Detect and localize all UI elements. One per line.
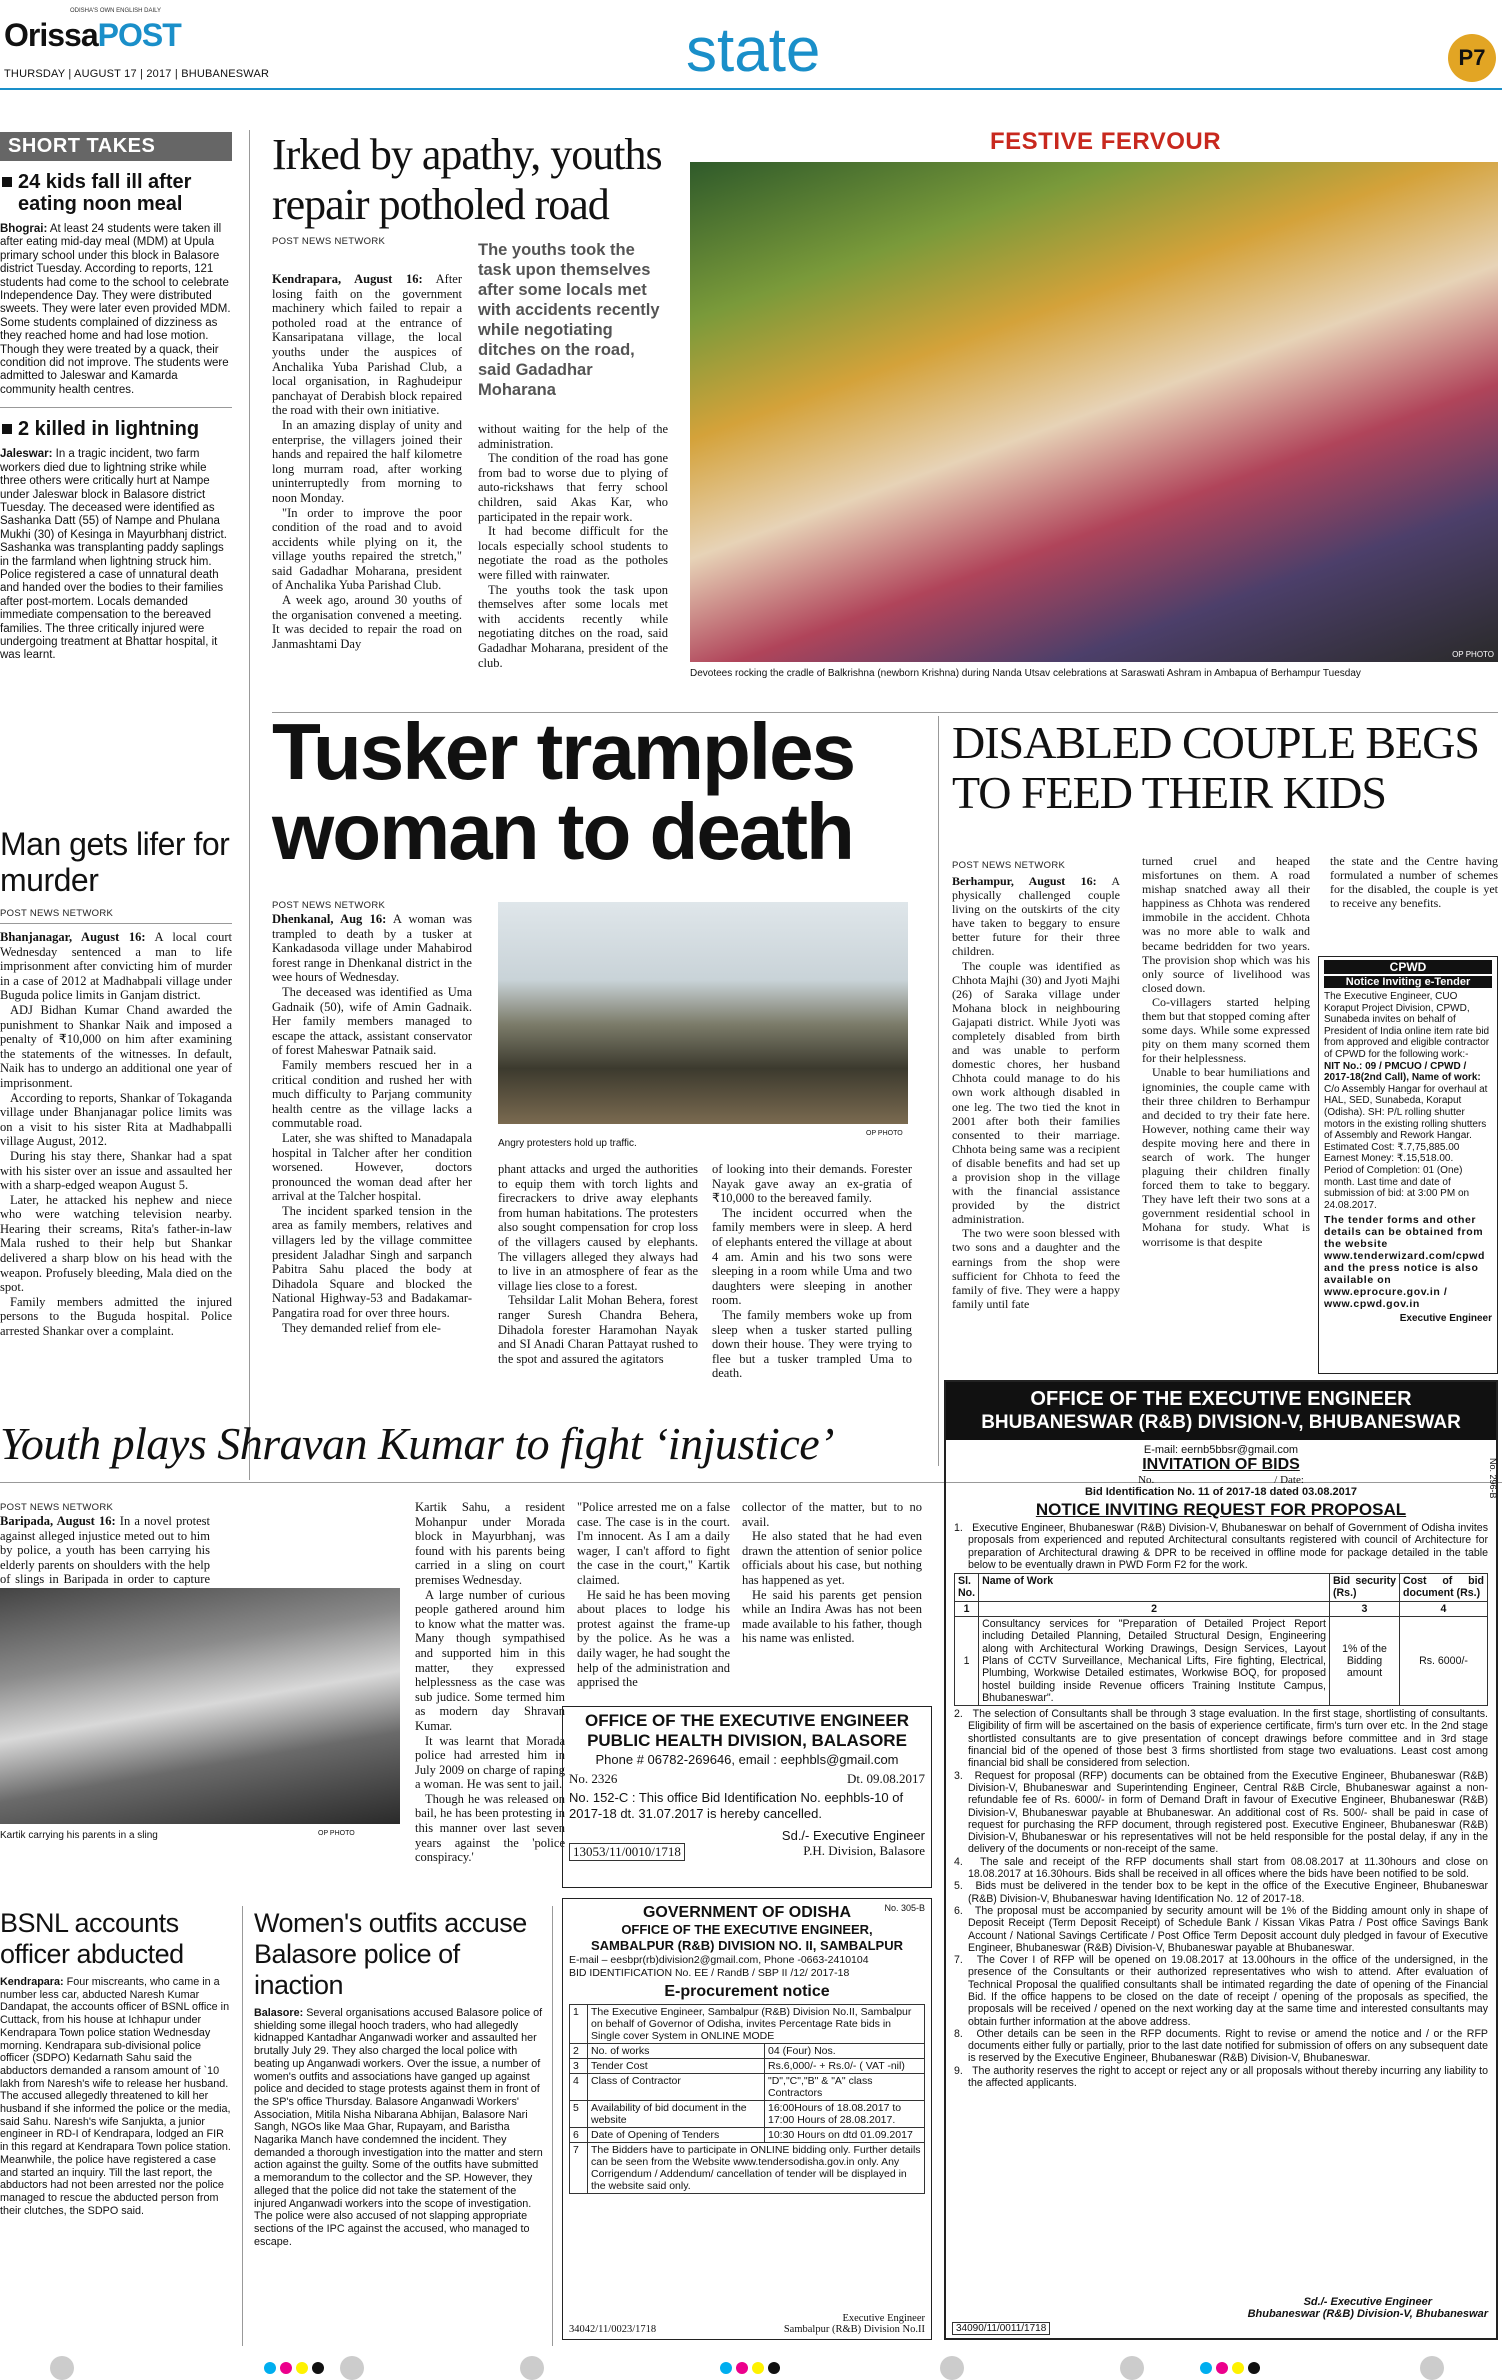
- divider: [0, 407, 232, 408]
- shravan-p9: He also stated that he had even drawn the attention of senior police officials about his case, but nothing has happened as yet.: [742, 1529, 922, 1587]
- cpwd-title: CPWD: [1324, 960, 1492, 974]
- bsnl-headline: BSNL accounts officer abducted: [0, 1908, 184, 1969]
- sambalpur-table: [569, 2004, 925, 2194]
- bbsr-row-sec: 1% of the Bidding amount: [1330, 1617, 1400, 1706]
- tusker-p8: Tehsildar Lalit Mohan Behera, forest ranger Suresh Chandra Behera, Dihadola forester Haramohan Nayak and SI Anadi Charan Pattayat rushed to the spot and assured the agitators: [498, 1293, 698, 1366]
- phd-sign2: P.H. Division, Balasore: [803, 1843, 925, 1858]
- logo-orissa: Orissa: [4, 17, 98, 53]
- sambalpur-table-row: [570, 2044, 925, 2059]
- bbsr-th4: Cost of bid document (Rs.): [1400, 1574, 1488, 1602]
- sambalpur-row-number: 4: [570, 2074, 588, 2101]
- lifer-headline: Man gets lifer for murder: [0, 826, 230, 898]
- phd-contact: Phone # 06782-269646, email : eephbls@gmail.com: [595, 1752, 899, 1767]
- shravan-col4: [565, 1500, 730, 1690]
- festive-credit: OP PHOTO: [1452, 650, 1494, 659]
- bsnl-text: Kendrapara: Four miscreants, who came in a number less car, abducted Naresh Kumar Dandapat, the accounts officer of BSNL office in Cuttack, from his house at Ichhapur under Kendrapara Town police station Wednesday morning. Kendrapara sub-divisional police officer (SDPO) Kedarnath Sahu said the abductors demanded a ransom amount of `10 lakh from Naresh's wife to release her husband. The accused allegedly threatened to kill her husband if she informed the police or the media, said Sahu. Naresh's wife Sanjukta, a junior engineer in RD-I of Kendrapara, lodged an FIR in this regard at Kendrapara Town police station. Meanwhile, the police have registered a case and started an inquiry. Till the last report, the abductors had not been arrested nor the police managed to rescue the abducted person from their clutches, the SDPO said.: [0, 1976, 231, 2217]
- sambalpur-row-value: 10:30 Hours on dtd 01.09.2017: [765, 2128, 925, 2143]
- tusker-p4: Later, she was shifted to Manadapala hospital in Talcher after her condition worsened. However, doctors pronounced the woman dead after her arrival at the Talcher hospital.: [272, 1130, 472, 1204]
- shravan-p2: Kartik Sahu, a resident Mohanpur under Morada block in Mayurbhanj, was found with his parents being carried in a sling on court premises Wednesday.: [415, 1500, 565, 1587]
- sambalpur-row-label: The Executive Engineer, Sambalpur (R&B) Division No.II, Sambalpur on behalf of Governor of Odisha, invites Percentage Rate bids in Single cover System in ONLINE MODE: [588, 2005, 925, 2044]
- registration-mark: [520, 2356, 544, 2380]
- column-rule: [249, 130, 250, 1480]
- sambalpur-notice: E-procurement notice: [664, 1983, 830, 2000]
- sambalpur-row-number: 3: [570, 2059, 588, 2074]
- tusker-p3: Family members rescued her in a critical condition and rushed her with much difficulty to Parjang community health centre as the village lacks a commutable road.: [272, 1057, 472, 1131]
- road-p2: In an amazing display of unity and enterprise, the villagers joined their hands and repaired the half kilometre long murram road, after working uninterruptedly from morning to noon Monday.: [272, 417, 462, 505]
- bullet-square: [2, 177, 12, 187]
- festive-caption: Devotees rocking the cradle of Balkrishna (newborn Krishna) during Nanda Utsav celebrations at Saraswati Ashram in Ambapua of Berhampur Tuesday: [690, 668, 1361, 679]
- sambalpur-bid-id: BID IDENTIFICATION No. EE / RandB / SBP II /12/ 2017-18: [569, 1967, 850, 1979]
- phd-code: 13053/11/0010/1718: [569, 1843, 685, 1861]
- road-article: [272, 130, 668, 710]
- road-pullquote: The youths took the task upon themselves after some locals met with accidents recently while negotiating ditches on the road, said Gadadhar Moharana: [478, 241, 660, 399]
- shravan-headline: Youth plays Shravan Kumar to fight ‘injustice’: [0, 1418, 834, 1469]
- bbsr-inv: INVITATION OF BIDS: [1142, 1456, 1300, 1473]
- shravan-p6: "Police arrested me on a false case. The case is in the court. I'm innocent. As I am a daily wager, I can't afford to fight the case in the court," Kartik claimed.: [577, 1500, 730, 1587]
- bbsr-code: 34090/11/0011/1718: [952, 2322, 1050, 2335]
- road-p6: The condition of the road has gone from bad to worse due to plying of auto-rickshaws that ferry school children, said Akas Kar, who participated in the repair work.: [478, 451, 668, 524]
- sambalpur-contact: E-mail – eesbpr(rb)division2@gmail.com, Phone -0663-2410104: [569, 1954, 869, 1966]
- bbsr-nirp: NOTICE INVITING REQUEST FOR PROPOSAL: [1035, 1500, 1407, 1519]
- tusker-col3: [712, 1162, 912, 1381]
- logo-post: POST: [97, 17, 181, 53]
- tusker-photo: [498, 902, 908, 1124]
- road-col1: [272, 272, 462, 651]
- sambalpur-row-label: Date of Opening of Tenders: [588, 2128, 765, 2143]
- phd-footer: [569, 1843, 925, 1861]
- shravan-p3: A large number of curious people gathered around him to know what the matter was. Many though sympathised and supported him in this matter, they expressed helplessness as the case was sub judice. Some termed him as modern day Shravan Kumar.: [415, 1587, 565, 1733]
- sambalpur-row-number: 7: [570, 2143, 588, 2194]
- cpwd-cost: Estimated Cost: ₹.7,75,885.00: [1324, 1141, 1460, 1153]
- phd-title1: OFFICE OF THE EXECUTIVE ENGINEER: [585, 1711, 909, 1730]
- road-p3: "In order to improve the poor condition of the road and to avoid accidents while plying on it, the village youths repaired the stretch," said Gadadhar Moharana, president of Anchalika Yuba Parishad Club.: [272, 505, 462, 593]
- short-take-2-title: 2 killed in lightning: [0, 418, 232, 440]
- tusker-p2: The deceased was identified as Uma Gadnaik (50), wife of Amin Gadnaik. Her family members managed to escape the attack, assistant conservator of forest Maheswar Patnaik said.: [272, 984, 472, 1058]
- bbsr-pt5: 5. Bids must be delivered in the tender box to be kept in the office of the Executive Engineer, Bhubaneswar (R&B) Division-V, Bhubaneswar having Identification No. 12 of 2017-18.: [954, 1880, 1488, 1905]
- lifer-p5: Later, he attacked his nephew and niece who were watching television nearby. Hearing their screams, Rita's father-in-law Mala rushed to their help but Shankar delivered a sharp blow on his head with the weapon. Profusely bleeding, Mala died on the spot.: [0, 1192, 232, 1295]
- lifer-p1: Bhanjanagar, August 16: A local court Wednesday sentenced a man to life imprisonment after convicting him of murder in a case of 2012 at Madhabpali village under Buguda police limits in Ganjam district.: [0, 930, 233, 1003]
- disabled-col1: [952, 874, 1120, 1311]
- registration-mark: [940, 2356, 964, 2380]
- column-rule: [242, 1906, 243, 2346]
- tusker-col1: [272, 912, 472, 1335]
- disabled-p7: the state and the Centre having formulated a number of schemes for the disabled, the couple is yet to receive any benefits.: [1330, 854, 1498, 911]
- road-p7: It had become difficult for the locals especially school students to negotiate the road as the potholes were filled with rainwater.: [478, 524, 668, 582]
- sambalpur-ref: No. 305-B: [884, 1903, 925, 1913]
- bbsr-side-ref: No. 296-B: [1488, 1458, 1498, 1499]
- shravan-p1-a: Baripada, August 16: In a novel protest against alleged injustice meted out to him by police, a youth has been carrying his elderly parents on shoulders with the help of slings in Baripada in order to capture: [0, 1514, 210, 1587]
- cpwd-sign: Executive Engineer: [1399, 1313, 1492, 1325]
- bbsr-rfp-ad: [944, 1380, 1498, 2340]
- outfits-article: [254, 1908, 544, 2248]
- sambalpur-row-value: 04 (Four) Nos.: [765, 2044, 925, 2059]
- bbsr-row-cost: Rs. 6000/-: [1400, 1617, 1488, 1706]
- sambalpur-row-value: "D","C","B" & "A" class Contractors: [765, 2074, 925, 2101]
- lifer-p3: According to reports, Shankar of Tokaganda village under Bhanjanagar police limits was on a visit to his sister Rita at Madhabpalli village August, 2012.: [0, 1090, 232, 1149]
- tusker-article: [272, 707, 932, 1472]
- registration-mark: [50, 2356, 74, 2380]
- bbsr-sign: Sd./- Executive Engineer Bhubaneswar (R&B) Division-V, Bhubaneswar: [1247, 2296, 1488, 2320]
- bbsr-th2: Name of Work: [979, 1574, 1330, 1602]
- page-number: P7: [1458, 45, 1486, 70]
- dateline: THURSDAY | AUGUST 17 | 2017 | BHUBANESWAR: [4, 68, 270, 80]
- bbsr-body: [954, 1522, 1488, 2089]
- tusker-byline: POST NEWS NETWORK: [272, 900, 386, 911]
- phd-sign1: Sd./- Executive Engineer: [781, 1828, 925, 1843]
- disabled-p2: The couple was identified as Chhota Majhi (30) and Jyoti Majhi (26) of Saraka village under Mohana block in neighbouring Gajapati district. While Jyoti was completely disabled from birth and was unable to perform domestic chores, her husband Chhota could manage to do his own work although disabled in one leg. The two tied the knot in 2001 after both their families consented to their marriage. Chhota being same was a recipient of disable benefits and had set up a provision shop in the village with the financial assistance provided by the district administration.: [952, 958, 1120, 1227]
- short-take-2-text: Jaleswar: In a tragic incident, two farm workers died due to lightning strike while three others were critically hurt at Nampe under Jaleswar block in Balasore district Tuesday. The deceased were identified as Sashanka Datt (55) of Nampe and Phulana Mukhi (30) of Kesinga in Mayurbhanj district. Sashanka was transplanting paddy saplings in the farmland when lightning struck him. Police registered a case of unnatural death and handed over the bodies to their families after post-mortem. Locals demanded immediate compensation to the bereaved families. The three critically injured were undergoing treatment at Bhattar hospital, it was learnt.: [0, 448, 227, 662]
- shravan-p4: It was learnt that Morada police had arrested him in July 2009 on charge of raping a woman. He was sent to jail.: [415, 1733, 565, 1792]
- print-registration-strip: [0, 2352, 1502, 2380]
- cpwd-period: Period of Completion: 01 (One) month. Last time and date of submission of bid: at 3:00 PM on 24.08.2017.: [1324, 1164, 1470, 1211]
- road-p1: Kendrapara, August 16: After losing faith on the government machinery which failed to repair a potholed road at the entrance of Kansaripatana village, the local youths under the auspices of Anchalika Yuba Parishad Club, a local organisation, in Raghudeipur panchayat of Derabish block repaired the road with their own initiative.: [272, 272, 463, 418]
- bbsr-pt6: 6. The proposal must be accompanied by security amount will be 1% of the Bidding amount only in shape of Deposit Receipt (Term Deposit Receipt) of Schedule Bank / Kissan Vikas Patra / Post office Savings Bank Account / National Savings Certificate / Post Office Term Deposit account duly pledged in favour of Executive Engineer, Bhubaneswar (R&B) Division-V, Bhubaneswar payable at Bhubaneswar.: [954, 1904, 1488, 1954]
- tusker-headline: Tusker tramples woman to death: [272, 707, 855, 876]
- shravan-col3: [415, 1500, 565, 1865]
- road-col2: [478, 422, 668, 670]
- disabled-headline: DISABLED COUPLE BEGS TO FEED THEIR KIDS: [952, 717, 1479, 818]
- bbsr-table: Sl. No. Name of Work Bid security (Rs.) Cost of bid document (Rs.) 1 2 3 4 1 Consultancy services for "Preparation of Detailed Project Report including Detailed Planning, Detailed Structural Design, Engineering along with Architectural Working Drawings, Design Services, Layout Plans of CCTV Surveillance, Mechanical Lifts, Fire fighting, Electrical, Plumbing, Workwise Detailed estimates, Workwise BOQ, for proposed hostel building inside Revenue officers Training Institute Campus, Bhubaneswar". 1% of the Bidding amount Rs. 6000/-: [954, 1573, 1488, 1706]
- sambalpur-row-value: Rs.6,000/- + Rs.0/- ( VAT -nil): [765, 2059, 925, 2074]
- column-rule: [552, 1906, 553, 2346]
- lifer-article: [0, 826, 232, 1339]
- disabled-p1: Berhampur, August 16: A physically challenged couple living on the outskirts of the city have taken to beggary to ensure better future for their three children.: [952, 874, 1120, 959]
- sambalpur-row-label: Class of Contractor: [588, 2074, 765, 2101]
- tusker-p10: The incident occurred when the family members were in sleep. A herd of elephants entered the village at about 4 am. Amin and his two sons were sleeping in a room while Uma and two daughters were sleeping in another room.: [712, 1205, 912, 1308]
- section-name: state: [686, 16, 821, 85]
- cpwd-nit: NIT No.: 09 / PMCUO / CPWD / 2017-18(2nd Call), Name of work: C/o Assembly Hangar for overhaul at HAL, SED, Sunabeda, Koraput (Odisha). SH: P/L rolling shutter motors in the existing rolling shutters of Assembly and Rework Hangar.: [1324, 1060, 1488, 1142]
- registration-mark: [340, 2356, 364, 2380]
- road-p8: The youths took the task upon themselves after some locals met with accidents recently while negotiating ditches on the road, said Gadadhar Moharana, president of the club.: [478, 582, 668, 670]
- road-headline: Irked by apathy, youths repair potholed road: [272, 130, 662, 229]
- shravan-p8: collector of the matter, but to no avail.: [742, 1500, 922, 1529]
- tusker-photo-credit: OP PHOTO: [866, 1130, 903, 1137]
- sambalpur-table-row: [570, 2143, 925, 2194]
- phd-text: No. 152-C : This office Bid Identification No. eephbls-10 of 2017-18 dt. 31.07.2017 is hereby cancelled.: [569, 1790, 904, 1821]
- bbsr-pt3: 3. Request for proposal (RFP) documents can be obtained from the Executive Engineer, Bhubaneswar (R&B) Division-V, Bhubaneswar and Superintending Engineer, Central R&B Circle, Bhubaneswar against a non-refundable fee of Rs. 6000/- in form of Demand Draft in favour of Executive Engineer, Bhubaneswar (R&B) Division-V, Bhubaneswar payable at Bhubaneswar. An additional cost of Rs. 500/- shall be paid in case of request for purchasing the RFP document, through registered post. Executive Engineer, Bhubaneswar (R&B) Division-V, Bhubaneswar or his representatives will not be held responsible for the postal delay, if any in the delivery of the documents or non-receipt of the same.: [954, 1769, 1488, 1856]
- tusker-p1: Dhenkanal, Aug 16: A woman was trampled to death by a tusker at Kankadasoda village under Mahabirod forest range in Dhenkanal district in the wee hours of Wednesday.: [272, 912, 473, 985]
- masthead: [0, 0, 1502, 90]
- sambalpur-row-number: 2: [570, 2044, 588, 2059]
- sambalpur-title1: GOVERNMENT OF ODISHA: [642, 1904, 851, 1921]
- sambalpur-row-number: 1: [570, 2005, 588, 2044]
- bbsr-th1: Sl. No.: [955, 1574, 979, 1602]
- sambalpur-row-label: The Bidders have to participate in ONLINE bidding only. Further details can be seen from the Website www.tendersodisha.gov.in only. Any Corrigendum / Addendum/ cancellation of tender will be displayed in the website said only.: [588, 2143, 925, 2194]
- page-number-badge: [1448, 34, 1496, 82]
- phd-no-row: [569, 1771, 925, 1787]
- shravan-p7: He said he has been moving about places to lodge his protest against the frame-up by the police. As he was a daily wager, he had sought the help of the administration and apprised the: [577, 1587, 730, 1690]
- lifer-p2: ADJ Bidhan Kumar Chand awarded the punishment to Shankar Naik and imposed a penalty of ₹10,000 on him after examining the statements of the witnesses. In default, Naik has to undergo an additional one year of imprisonment.: [0, 1002, 232, 1090]
- sambalpur-code: 34042/11/0023/1718: [569, 2324, 657, 2335]
- color-dots-cmyk: [264, 2362, 324, 2374]
- disabled-p6: Unable to bear humiliations and ignominies, the couple came with their three children to Berhampur and decided to try their fate here. However, nothing came their way despite moving here and there in search of work. The hunger plaguing their children finally forced them to take to beggary. They have left their two sons at a government residential school in Mohana for study. What is worrisome is that despite: [1142, 1065, 1310, 1249]
- shravan-col5: [742, 1500, 922, 1646]
- sambalpur-row-label: Availability of bid document in the website: [588, 2101, 765, 2128]
- shravan-byline: POST NEWS NETWORK: [0, 1502, 114, 1513]
- sambalpur-sign: Executive Engineer Sambalpur (R&B) Division No.II: [783, 2313, 925, 2335]
- sambalpur-row-label: No. of works: [588, 2044, 765, 2059]
- shravan-p10: He said his parents get pension while an Indira Awas has not been made available to his father, though his name was enlisted.: [742, 1587, 922, 1646]
- sambalpur-eproc-ad: [562, 1898, 932, 2340]
- bbsr-email: E-mail: eernb5bbsr@gmail.com: [1143, 1444, 1299, 1456]
- sambalpur-table-row: [570, 2074, 925, 2101]
- road-p5: without waiting for the help of the administration.: [478, 422, 668, 451]
- sambalpur-title2: OFFICE OF THE EXECUTIVE ENGINEER,: [621, 1922, 873, 1937]
- lifer-p6: Family members admitted the injured persons to the Buguda hospital. Police arrested Shankar over a complaint.: [0, 1294, 232, 1339]
- sambalpur-row-number: 6: [570, 2128, 588, 2143]
- registration-mark: [1120, 2356, 1144, 2380]
- festive-kicker: FESTIVE FERVOUR: [990, 128, 1222, 155]
- sambalpur-table-row: [570, 2005, 925, 2044]
- sambalpur-footer: [569, 2313, 925, 2335]
- shravan-photo: [0, 1588, 400, 1824]
- sambalpur-table-row: [570, 2101, 925, 2128]
- shravan-photo-caption: Kartik carrying his parents in a sling: [0, 1830, 158, 1841]
- bbsr-row-no: 1: [955, 1617, 979, 1706]
- disabled-byline: POST NEWS NETWORK: [952, 860, 1066, 871]
- tusker-p5: The incident sparked tension in the area as family members, relatives and villagers led by the village committee president Jaladhar Singh and sarpanch Pabitra Sahu placed the body at Dihadola Square and blocked the National Highway-53 and Badakamar-Pangatira road for over three hours.: [272, 1203, 472, 1321]
- bullet-square: [2, 424, 12, 434]
- tusker-p9: of looking into their demands. Forester Nayak gave away an ex-gratia of ₹10,000 to the bereaved family.: [712, 1162, 912, 1206]
- shravan-photo-credit: OP PHOTO: [318, 1830, 355, 1837]
- bbsr-bid-id: Bid Identification No. 11 of 2017-18 dated 03.08.2017: [1084, 1486, 1358, 1498]
- column-rule: [938, 716, 939, 1466]
- cpwd-text: The Executive Engineer, CUO Koraput Project Division, CPWD, Sunabeda invites on behalf of President of India online item rate bid from approved and eligible contractor of CPWD for the following work:-: [1324, 991, 1490, 1060]
- lifer-p4: During his stay there, Shankar had a spat with his sister over an issue and assaulted her with a sharp-edged weapon August 5.: [0, 1148, 232, 1193]
- bbsr-no-date: No. / Date:: [1138, 1474, 1304, 1486]
- masthead-logo: [4, 18, 181, 52]
- sambalpur-row-value: 16:00Hours of 18.08.2017 to 17:00 Hours of 28.08.2017.: [765, 2101, 925, 2128]
- bbsr-pt2: 2. The selection of Consultants shall be through 3 stage evaluation. In the first stage, shortlisting of consultants. Eligibility of firm will be ascertained on the basis of experience certificate, firm's turn over etc. In the 2nd stage shortlisted consultants are to give presentation of concept drawings before committee and in 3rd stage financial bid of the opened of those best 3 firms shortlisted from stage two evaluations. Least cost among financial bid shall be considered from selection.: [954, 1708, 1488, 1770]
- bbsr-title1: OFFICE OF THE EXECUTIVE ENGINEER: [1030, 1388, 1412, 1410]
- bbsr-pt7: 7. The Cover I of RFP will be opened on 19.08.2017 at 13.00hours in the office of the undersigned, in the presence of the Consultants or their authorized representatives who wish to attend. After evaluation of Technical Proposal the qualified consultants shall be intimated regarding the date of opening of the Financial Bid. If the office happens to be closed on the date of receipt / opening of the proposals as specified, the proposals will be received / opened on the next working day at the same time and interested consultants may obtain further information at the above address.: [954, 1954, 1488, 2028]
- tusker-photo-caption: Angry protesters hold up traffic.: [498, 1138, 637, 1149]
- phd-balasore-ad: [562, 1706, 932, 1888]
- disabled-p3: The two were soon blessed with two sons and a daughter and the earnings from the shop were sufficient for Chhota to feed the family of five. They were a happy family until fate: [952, 1226, 1120, 1311]
- sambalpur-title3: SAMBALPUR (R&B) DIVISION NO. II, SAMBALPUR: [591, 1938, 903, 1953]
- bbsr-th3: Bid security (Rs.): [1330, 1574, 1400, 1602]
- bbsr-pt9: 9. The authority reserves the right to accept or reject any or all proposals without thereby incurring any liability to the affected applicants.: [954, 2064, 1488, 2090]
- festive-photo: [690, 162, 1498, 662]
- festive-photo-block: [690, 128, 1498, 698]
- phd-dt: Dt. 09.08.2017: [847, 1771, 925, 1786]
- tusker-p6: They demanded relief from ele-: [282, 1320, 441, 1335]
- color-dots-cmyk: [720, 2362, 780, 2374]
- sambalpur-table-row: [570, 2128, 925, 2143]
- shravan-p5: Though he was released on bail, he has been protesting in this manner over last seven years against the 'police conspiracy.': [415, 1791, 565, 1865]
- bbsr-pt8: 8. Other details can be seen in the RFP documents. Right to revise or amend the notice and / or the RFP documents either fully or partially, prior to the last date notified for submission of offers on any subsequent date is reserved by the Executive Engineer, Bhubaneswar (R&B) Division-V, Bhubaneswar.: [954, 2027, 1488, 2065]
- tusker-col2: [498, 1162, 698, 1366]
- road-byline: POST NEWS NETWORK: [272, 236, 386, 247]
- sambalpur-row-number: 5: [570, 2101, 588, 2128]
- bbsr-pt4: 4. The sale and receipt of the RFP documents shall start from 08.08.2017 at 11.30hours and close on 18.08.2017 at 16.30hours. Bids shall be received in all offices where the bids have been notified to be sold.: [954, 1855, 1488, 1881]
- lifer-byline: POST NEWS NETWORK: [0, 908, 232, 924]
- registration-mark: [1420, 2356, 1444, 2380]
- disabled-p5: Co-villagers started helping them but that stopped coming after some days. While some expressed pity on them many scorned them for their helplessness.: [1142, 994, 1310, 1066]
- cpwd-emd: Earnest Money: ₹.15,518.00.: [1324, 1153, 1454, 1165]
- masthead-rule: [0, 88, 1502, 90]
- phd-no: No. 2326: [569, 1771, 618, 1786]
- cpwd-tender-ad: [1318, 956, 1498, 1374]
- outfits-text: Balasore: Several organisations accused Balasore police of shielding some illegal hooch traders, who had allegedly kidnapped Kantadhar Anganwadi worker and assaulted her brutally July 29. They also charged the local police with beating up Anganwadi workers. Over the issue, a number of women's outfits and associations have ganged up against police and decided to stage protests against them in front of the SP's office Thursday. Balasore Anganwadi Workers' Association, Mitila Nisha Nibarana Abhijan, Balasore Nari Sangh, NGOs like Maa Ghar, Rupayam, and Baristha Nagarika Manch have condemned the incident. They demanded a thorough investigation into the matter and stern action against the guilty. Some of the outfits have submitted a memorandum to the collector and the SP. However, they alleged that the police did not take the statement of the injured Anganwadi workers into the scope of investigation. The police were also accused of not slapping appropriate sections of the IPC against the accused, who managed to escape.: [254, 2007, 543, 2248]
- short-takes-header: SHORT TAKES: [0, 132, 232, 161]
- bbsr-title-band: [946, 1382, 1496, 1440]
- cpwd-subtitle: Notice Inviting e-Tender: [1324, 976, 1492, 988]
- short-take-1-text: Bhograi: At least 24 students were taken ill after eating mid-day meal (MDM) at Upula primary school under this block in Balasore district Tuesday. According to reports, 121 students had come to the school to celebrate Independence Day. They were distributed sweets. They were later even provided MDM. Some students complained of dizziness as they reached home and had lose motion. Though they were treated by a quack, their condition did not improve. The students were admitted to Jaleswar and Kamarda community health centres.: [0, 223, 231, 396]
- disabled-col2: [1142, 854, 1310, 1249]
- short-take-1-title: 24 kids fall ill after eating noon meal: [0, 171, 232, 215]
- sambalpur-row-label: Tender Cost: [588, 2059, 765, 2074]
- bbsr-row-work: Consultancy services for "Preparation of Detailed Project Report including Detailed Planning, Detailed Structural Design, Engineering along with Architectural Working Drawings, Design Services, Layout Plans of CCTV Surveillance, Mechanical Lifts, Fire fighting, Electrical, Plumbing, Workwise Detailed estimates, Workwise BOQ, for proposed hostel building inside Revenue officers Training Institute Campus, Bhubaneswar".: [979, 1617, 1330, 1706]
- road-p4: A week ago, around 30 youths of the organisation convened a meeting. It was decided to repair the road on Janmashtami Day: [272, 593, 462, 651]
- disabled-col3: [1330, 854, 1498, 910]
- outfits-headline: Women's outfits accuse Balasore police of inaction: [254, 1908, 527, 2000]
- disabled-p4: turned cruel and heaped misfortunes on them. A road mishap snatched away all their happiness as Chhota was rendered immobile in the accident. Chhota was no more able to walk and became bedridden for two years. The provision shop which was his only source of livelihood was closed down.: [1142, 854, 1310, 995]
- color-dots-cmyk: [1200, 2362, 1260, 2374]
- sambalpur-table-row: [570, 2059, 925, 2074]
- cpwd-more: The tender forms and other details can be obtained from the website www.tenderwizard.com/cpwd and the press notice is also available on www.eprocure.gov.in / www.cpwd.gov.in: [1324, 1214, 1486, 1311]
- bsnl-article: [0, 1908, 232, 2217]
- phd-title2: PUBLIC HEALTH DIVISION, BALASORE: [587, 1731, 907, 1750]
- tusker-p7: phant attacks and urged the authorities to equip them with torch lights and firecrackers to drive away elephants from human habitations. The protesters also sought compensation for crop loss of the villagers caused by elephants. The villagers alleged they always had to live in an atmosphere of fear as the village lies close to a forest.: [498, 1162, 698, 1293]
- bbsr-pt1: 1. Executive Engineer, Bhubaneswar (R&B) Division-V, Bhubaneswar on behalf of Government of Odisha invites proposals from experienced and reputed Architectural consultants registered with council of Architecture for preparation of Architectural drawing & DPR to be received in offline mode for package detailed in the table below to be eventually drawn in PWD Form F2 for the work.: [954, 1522, 1488, 1571]
- short-takes: [0, 132, 232, 663]
- bbsr-title2: BHUBANESWAR (R&B) DIVISION-V, BHUBANESWAR: [981, 1412, 1461, 1433]
- logo-tagline: ODISHA'S OWN ENGLISH DAILY: [70, 8, 162, 14]
- tusker-p11: The family members woke up from sleep when a tusker started pulling down their house. They were trying to flee but a tusker trampled Uma to death.: [712, 1307, 912, 1381]
